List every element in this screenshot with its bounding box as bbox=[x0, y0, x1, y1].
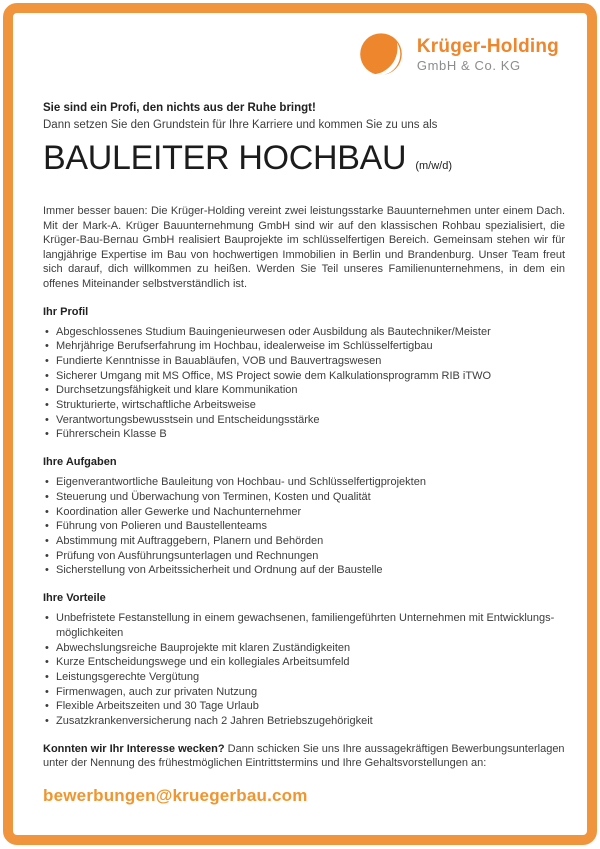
list-item: • Führerschein Klasse B bbox=[43, 427, 565, 442]
logo-text-block bbox=[417, 37, 559, 74]
list-item: • Leistungsgerechte Vergütung bbox=[43, 670, 565, 685]
profil-list bbox=[43, 325, 565, 443]
list-item: • Fundierte Kenntnisse in Bauabläufen, VOB und Bauvertragswesen bbox=[43, 354, 565, 369]
aufgaben-list bbox=[43, 475, 565, 578]
section-heading-profil: Ihr Profil bbox=[43, 305, 89, 318]
list-item: • Flexible Arbeitszeiten und 30 Tage Urlaub bbox=[43, 699, 565, 714]
closing-question: Konnten wir Ihr Interesse wecken? bbox=[43, 742, 225, 755]
list-item: • Unbefristete Festanstellung in einem gewachsenen, familiengeführten Unternehmen mit Entwicklungsmöglichkeiten bbox=[43, 611, 565, 640]
logo-company-subtitle: GmbH & Co. KG bbox=[416, 58, 521, 74]
list-item: • Strukturierte, wirtschaftliche Arbeitsweise bbox=[43, 398, 565, 413]
list-item: • Durchsetzungsfähigkeit und klare Kommunikation bbox=[43, 383, 565, 398]
headline-subline: Dann setzen Sie den Grundstein für Ihre Karriere und kommen Sie zu uns als bbox=[43, 119, 438, 131]
list-item: • Führung von Polieren und Baustellenteams bbox=[43, 519, 565, 534]
list-item: • Mehrjährige Berufserfahrung im Hochbau, idealerweise im Schlüsselfertigbau bbox=[43, 339, 565, 354]
list-item: • Abwechslungsreiche Bauprojekte mit klaren Zuständigkeiten bbox=[43, 641, 565, 656]
list-item: • Zusatzkrankenversicherung nach 2 Jahren Betriebszugehörigkeit bbox=[43, 714, 565, 729]
headline-hook: Sie sind ein Profi, den nichts aus der Ruhe bringt! bbox=[43, 102, 316, 114]
section-heading-aufgaben: Ihre Aufgaben bbox=[43, 456, 117, 469]
list-item: • Verantwortungsbewusstsein und Entscheidungsstärke bbox=[43, 413, 565, 428]
list-item: • Prüfung von Ausführungsunterlagen und Rechnungen bbox=[43, 549, 565, 564]
job-ad-page bbox=[13, 13, 587, 835]
list-item: • Kurze Entscheidungswege und ein kollegiales Arbeitsumfeld bbox=[43, 655, 565, 670]
closing-paragraph bbox=[43, 742, 565, 771]
intro-paragraph: Immer besser bauen: Die Krüger-Holding vereint zwei leistungsstarke Bauunternehmen unter einem Dach. Mit der Mark-A. Krüger Bauunternehmung GmbH sind wir auf den klassischen Rohbau spezialisiert, die Krüger-Bau-Bernau GmbH realisiert Bauprojekte im schlüsselfertigen Bereich. Gemeinsam stehen wir für langjährige Expertise im Bau von hochwertigen Immobilien in Berlin und Brandenburg. Unser Team freut sich darauf, dich willkommen zu heißen. Werden Sie Teil unseres Familienunternehmens, in dem ein offenes Miteinander selbstverständlich ist. bbox=[43, 205, 565, 290]
list-item: • Sicherstellung von Arbeitssicherheit und Ordnung auf der Baustelle bbox=[43, 563, 565, 578]
list-item: • Steuerung und Überwachung von Terminen, Kosten und Qualität bbox=[43, 490, 565, 505]
list-item: • Firmenwagen, auch zur privaten Nutzung bbox=[43, 685, 565, 700]
list-item: • Abgeschlossenes Studium Bauingenieurwesen oder Ausbildung als Bautechniker/Meister bbox=[43, 325, 565, 340]
list-item: • Sicherer Umgang mit MS Office, MS Project sowie dem Kalkulationsprogramm RIB iTWO bbox=[43, 369, 565, 384]
vorteile-list bbox=[43, 611, 565, 729]
gender-note: (m/w/d) bbox=[415, 160, 452, 172]
application-email-link[interactable]: bewerbungen@kruegerbau.com bbox=[43, 785, 308, 805]
sphere-crescent-logo-icon bbox=[358, 32, 404, 78]
company-logo bbox=[43, 32, 559, 78]
list-item: • Eigenverantwortliche Bauleitung von Hochbau- und Schlüsselfertigprojekten bbox=[43, 475, 565, 490]
logo-company-name: Krüger-Holding bbox=[416, 35, 559, 57]
list-item: • Abstimmung mit Auftraggebern, Planern und Behörden bbox=[43, 534, 565, 549]
list-item: • Koordination aller Gewerke und Nachunternehmer bbox=[43, 505, 565, 520]
job-title-text: BAULEITER HOCHBAU bbox=[43, 139, 407, 177]
job-title bbox=[43, 138, 565, 186]
section-heading-vorteile: Ihre Vorteile bbox=[43, 592, 106, 605]
closing-text: Dann schicken Sie uns Ihre aussagekräftigen Bewerbungsunterlagen unter der Nennung des frühestmöglichen Eintrittstermins und Ihre Gehaltsvorstellungen an: bbox=[43, 742, 565, 770]
